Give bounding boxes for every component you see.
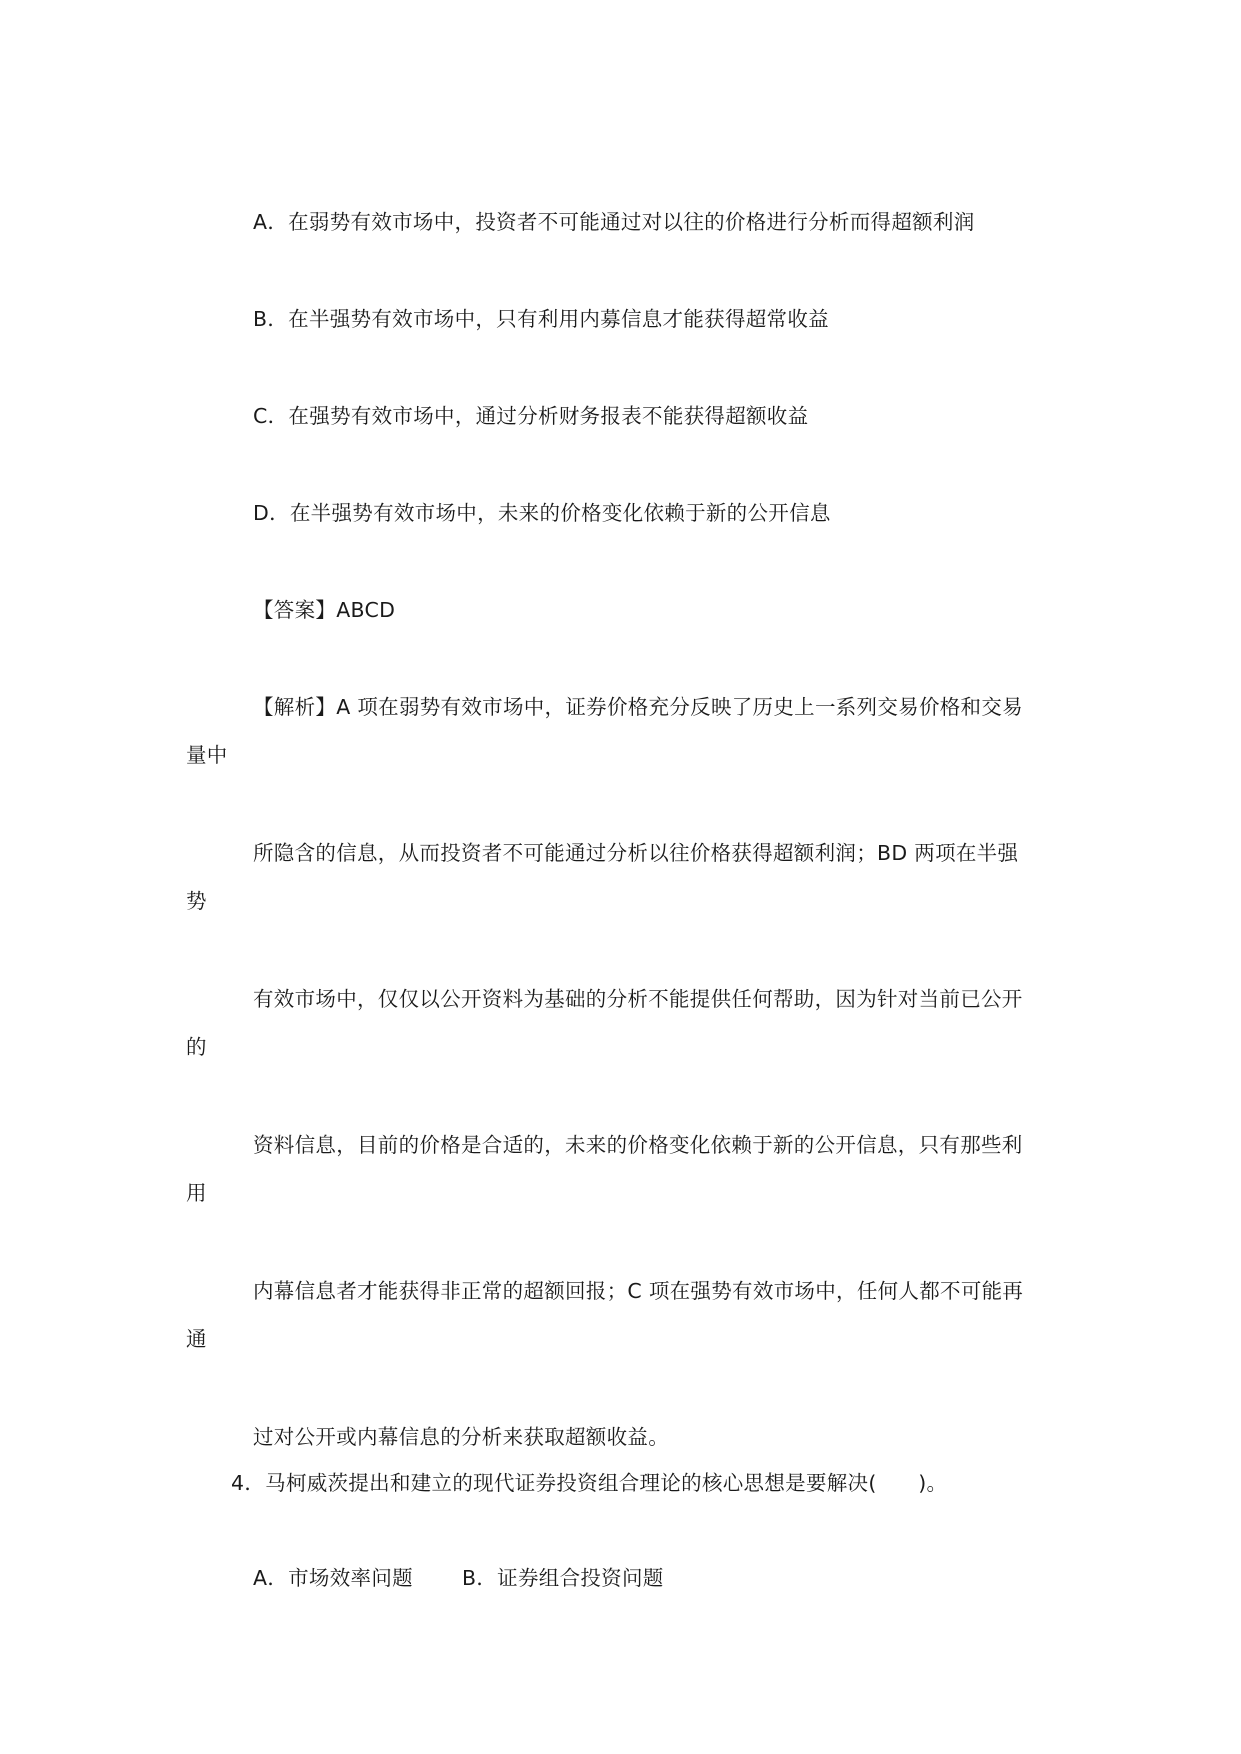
analysis-line-5: 内幕信息者才能获得非正常的超额回报；C 项在强势有效市场中，任何人都不可能再 (253, 1279, 1024, 1303)
answer-line: 【答案】ABCD (253, 598, 396, 622)
question-4-option-a: A．市场效率问题 (253, 1566, 413, 1590)
analysis-line-6: 过对公开或内幕信息的分析来获取超额收益。 (253, 1425, 669, 1449)
analysis-wrap-5: 通 (186, 1327, 207, 1351)
analysis-wrap-1: 量中 (186, 743, 228, 767)
analysis-line-4: 资料信息，目前的价格是合适的，未来的价格变化依赖于新的公开信息，只有那些利 (253, 1133, 1023, 1157)
option-b: B．在半强势有效市场中，只有利用内募信息才能获得超常收益 (253, 307, 829, 331)
option-d: D．在半强势有效市场中，未来的价格变化依赖于新的公开信息 (253, 501, 831, 525)
analysis-wrap-4: 用 (186, 1181, 207, 1205)
analysis-line-3: 有效市场中，仅仅以公开资料为基础的分析不能提供任何帮助，因为针对当前已公开 (253, 987, 1023, 1011)
analysis-wrap-2: 势 (186, 889, 207, 913)
analysis-line-2: 所隐含的信息，从而投资者不可能通过分析以往价格获得超额利润；BD 两项在半强 (253, 841, 1019, 865)
analysis-line-1: 【解析】A 项在弱势有效市场中，证券价格充分反映了历史上一系列交易价格和交易 (253, 695, 1023, 719)
option-a: A．在弱势有效市场中，投资者不可能通过对以往的价格进行分析而得超额利润 (253, 210, 975, 234)
question-4-stem: 4．马柯威茨提出和建立的现代证券投资组合理论的核心思想是要解决( )。 (231, 1471, 948, 1495)
question-4-option-b: B．证券组合投资问题 (462, 1566, 664, 1590)
option-c: C．在强势有效市场中，通过分析财务报表不能获得超额收益 (253, 404, 809, 428)
analysis-wrap-3: 的 (186, 1035, 207, 1059)
